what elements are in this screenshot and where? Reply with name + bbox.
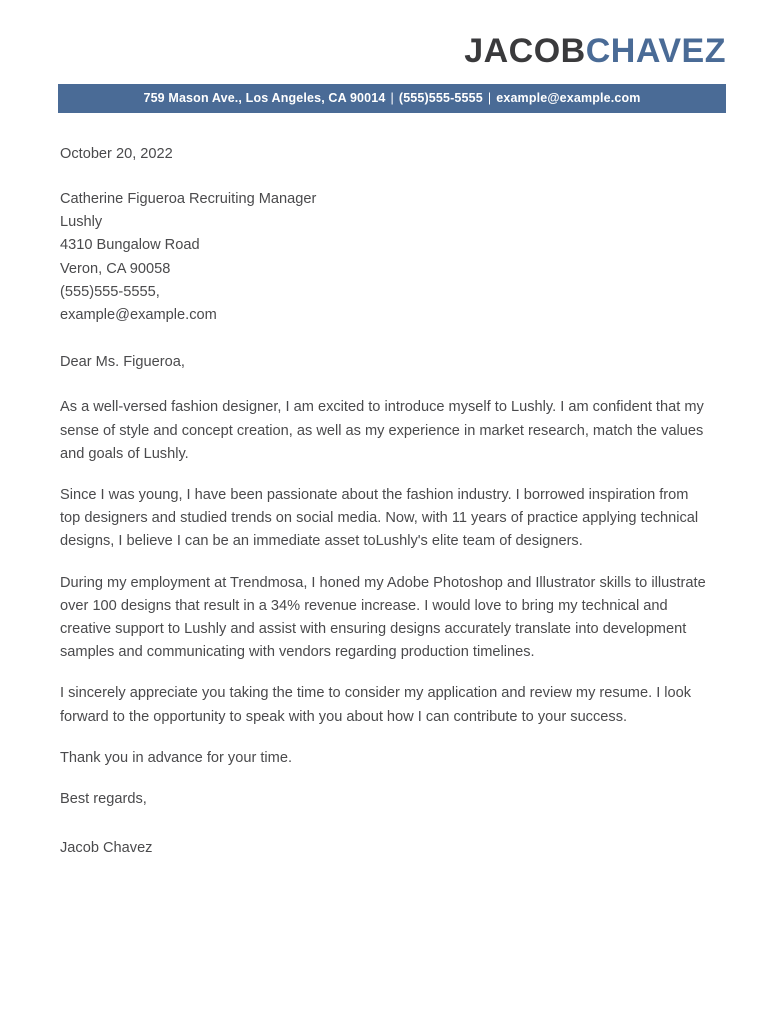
letterhead bbox=[0, 0, 784, 70]
contact-separator-2: | bbox=[487, 90, 492, 105]
signature-name: Jacob Chavez bbox=[60, 840, 153, 857]
letter-paragraph: Thank you in advance for your time. bbox=[60, 749, 292, 766]
applicant-name bbox=[58, 34, 726, 70]
recipient-name-title: Catherine Figueroa Recruiting Manager bbox=[60, 190, 317, 207]
recipient-phone: (555)555-5555, bbox=[60, 283, 160, 300]
letter-paragraph: I sincerely appreciate you taking the time to consider my application and review my resume. I look forward to the opportunity to speak with you about how I can contribute to your success. bbox=[60, 685, 692, 725]
letter-paragraph: As a well-versed fashion designer, I am excited to introduce myself to Lushly. I am confident that my sense of style and concept creation, as well as my experience in market research, match the values and goals of Lushly. bbox=[60, 399, 704, 462]
recipient-city-state-zip: Veron, CA 90058 bbox=[60, 260, 171, 277]
recipient-email: example@example.com bbox=[60, 306, 217, 323]
applicant-last-name: CHAVEZ bbox=[585, 32, 726, 70]
letter-paragraph: Since I was young, I have been passionate about the fashion industry. I borrowed inspiration from top designers and studied trends on social media. Now, with 11 years of practice applying technical designs, I believe I can be an immediate asset toLushly's elite team of designers. bbox=[60, 486, 699, 550]
contact-info-bar bbox=[58, 84, 726, 113]
contact-phone: (555)555-5555 bbox=[398, 90, 483, 105]
letter-body bbox=[0, 113, 784, 861]
applicant-first-name: JACOB bbox=[464, 32, 586, 70]
salutation: Dear Ms. Figueroa, bbox=[60, 354, 185, 371]
letter-paragraph: During my employment at Trendmosa, I honed my Adobe Photoshop and Illustrator skills to illustrate over 100 designs that result in a 34% revenue increase. I would love to bring my technical and creative support to Lushly and assist with ensuring designs accurately translate into development samples and communicating with vendors regarding production timelines. bbox=[60, 574, 706, 661]
letter-date: October 20, 2022 bbox=[60, 145, 173, 162]
recipient-address-block bbox=[60, 188, 726, 327]
recipient-street: 4310 Bungalow Road bbox=[60, 237, 200, 254]
closing-line: Best regards, bbox=[60, 790, 147, 807]
contact-separator-1: | bbox=[390, 90, 394, 105]
contact-email: example@example.com bbox=[496, 90, 641, 105]
contact-address: 759 Mason Ave., Los Angeles, CA 90014 bbox=[143, 90, 386, 105]
recipient-company: Lushly bbox=[60, 214, 103, 231]
